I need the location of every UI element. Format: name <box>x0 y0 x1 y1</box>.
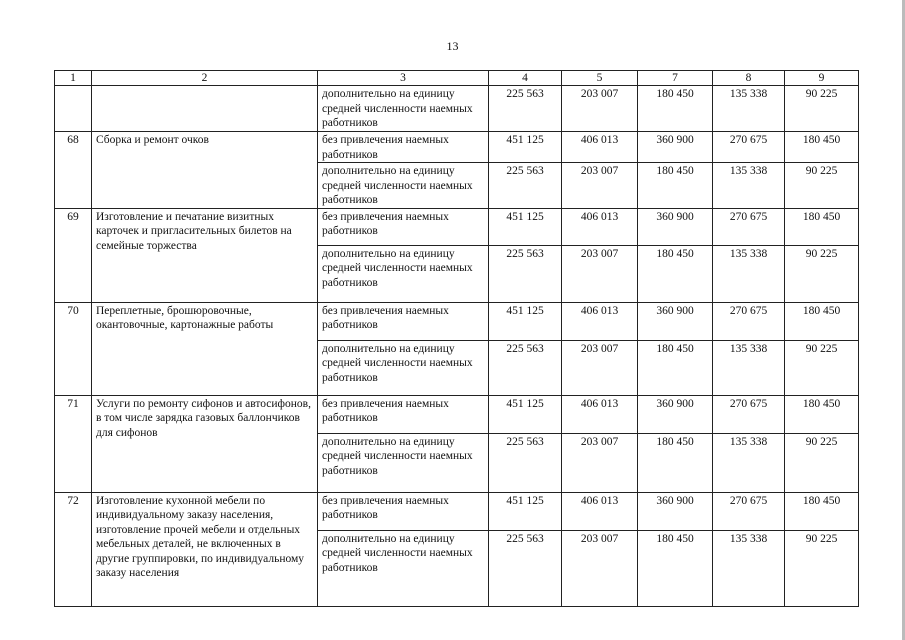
table-row <box>55 395 859 433</box>
value-cell: 451 125 <box>489 492 562 530</box>
value-cell: 180 450 <box>638 433 713 492</box>
value-cell: 90 225 <box>785 433 859 492</box>
table-row <box>55 208 859 245</box>
value-cell: 451 125 <box>489 302 562 340</box>
value-cell: 360 900 <box>638 208 713 245</box>
value-cell: 135 338 <box>713 245 785 302</box>
value-cell: 90 225 <box>785 163 859 209</box>
value-cell: 225 563 <box>489 530 562 606</box>
value-cell: 225 563 <box>489 163 562 209</box>
value-cell: 180 450 <box>785 492 859 530</box>
value-cell: 225 563 <box>489 245 562 302</box>
value-cell: 203 007 <box>562 163 638 209</box>
value-cell: 451 125 <box>489 395 562 433</box>
header-cell: 9 <box>785 71 859 86</box>
value-cell: 203 007 <box>562 340 638 395</box>
condition-cell: дополнительно на единицу средней численности наемных работников <box>318 340 489 395</box>
value-cell: 203 007 <box>562 245 638 302</box>
header-cell: 4 <box>489 71 562 86</box>
condition-cell: без привлечения наемных работников <box>318 492 489 530</box>
value-cell: 90 225 <box>785 530 859 606</box>
table-row <box>55 492 859 530</box>
value-cell: 225 563 <box>489 86 562 132</box>
value-cell: 90 225 <box>785 86 859 132</box>
value-cell: 180 450 <box>638 530 713 606</box>
header-cell: 5 <box>562 71 638 86</box>
value-cell: 406 013 <box>562 492 638 530</box>
value-cell: 225 563 <box>489 340 562 395</box>
value-cell: 451 125 <box>489 208 562 245</box>
table-row <box>55 132 859 163</box>
table-row <box>55 86 859 132</box>
value-cell: 360 900 <box>638 395 713 433</box>
activity-name <box>92 86 318 132</box>
value-cell: 270 675 <box>713 395 785 433</box>
value-cell: 360 900 <box>638 302 713 340</box>
condition-cell: без привлечения наемных работников <box>318 132 489 163</box>
value-cell: 451 125 <box>489 132 562 163</box>
value-cell: 203 007 <box>562 86 638 132</box>
value-cell: 360 900 <box>638 492 713 530</box>
value-cell: 406 013 <box>562 132 638 163</box>
condition-cell: без привлечения наемных работников <box>318 302 489 340</box>
value-cell: 180 450 <box>638 86 713 132</box>
table-row <box>55 302 859 340</box>
activity-name: Изготовление и печатание визитных карточек и пригласительных билетов на семейные торжества <box>92 208 318 302</box>
value-cell: 270 675 <box>713 492 785 530</box>
condition-cell: дополнительно на единицу средней численности наемных работников <box>318 433 489 492</box>
row-number: 68 <box>55 132 92 209</box>
tariff-table <box>54 70 859 607</box>
activity-name: Переплетные, брошюровочные, окантовочные, картонажные работы <box>92 302 318 395</box>
value-cell: 135 338 <box>713 433 785 492</box>
value-cell: 360 900 <box>638 132 713 163</box>
value-cell: 270 675 <box>713 302 785 340</box>
header-cell: 7 <box>638 71 713 86</box>
row-number: 72 <box>55 492 92 606</box>
row-number: 71 <box>55 395 92 492</box>
value-cell: 225 563 <box>489 433 562 492</box>
value-cell: 135 338 <box>713 530 785 606</box>
value-cell: 406 013 <box>562 208 638 245</box>
value-cell: 406 013 <box>562 302 638 340</box>
value-cell: 135 338 <box>713 86 785 132</box>
value-cell: 180 450 <box>785 302 859 340</box>
value-cell: 180 450 <box>785 208 859 245</box>
value-cell: 406 013 <box>562 395 638 433</box>
value-cell: 90 225 <box>785 340 859 395</box>
condition-cell: без привлечения наемных работников <box>318 395 489 433</box>
value-cell: 203 007 <box>562 433 638 492</box>
row-number: 69 <box>55 208 92 302</box>
condition-cell: дополнительно на единицу средней численности наемных работников <box>318 530 489 606</box>
header-cell: 1 <box>55 71 92 86</box>
condition-cell: дополнительно на единицу средней численности наемных работников <box>318 163 489 209</box>
value-cell: 180 450 <box>785 395 859 433</box>
value-cell: 135 338 <box>713 163 785 209</box>
page-number: 13 <box>446 39 459 53</box>
row-number: 70 <box>55 302 92 395</box>
value-cell: 270 675 <box>713 208 785 245</box>
condition-cell: дополнительно на единицу средней численности наемных работников <box>318 86 489 132</box>
value-cell: 203 007 <box>562 530 638 606</box>
value-cell: 180 450 <box>638 340 713 395</box>
value-cell: 90 225 <box>785 245 859 302</box>
header-row <box>55 71 859 86</box>
row-number <box>55 86 92 132</box>
value-cell: 135 338 <box>713 340 785 395</box>
header-cell: 3 <box>318 71 489 86</box>
value-cell: 270 675 <box>713 132 785 163</box>
value-cell: 180 450 <box>638 245 713 302</box>
activity-name: Изготовление кухонной мебели по индивидуальному заказу населения, изготовление прочей мебели и отдельных мебельных деталей, не включенных в другие группировки, по индивидуальному заказу населения <box>92 492 318 606</box>
header-cell: 2 <box>92 71 318 86</box>
value-cell: 180 450 <box>638 163 713 209</box>
activity-name: Сборка и ремонт очков <box>92 132 318 209</box>
condition-cell: дополнительно на единицу средней численности наемных работников <box>318 245 489 302</box>
value-cell: 180 450 <box>785 132 859 163</box>
activity-name: Услуги по ремонту сифонов и автосифонов, в том числе зарядка газовых баллончиков для сифонов <box>92 395 318 492</box>
condition-cell: без привлечения наемных работников <box>318 208 489 245</box>
header-cell: 8 <box>713 71 785 86</box>
